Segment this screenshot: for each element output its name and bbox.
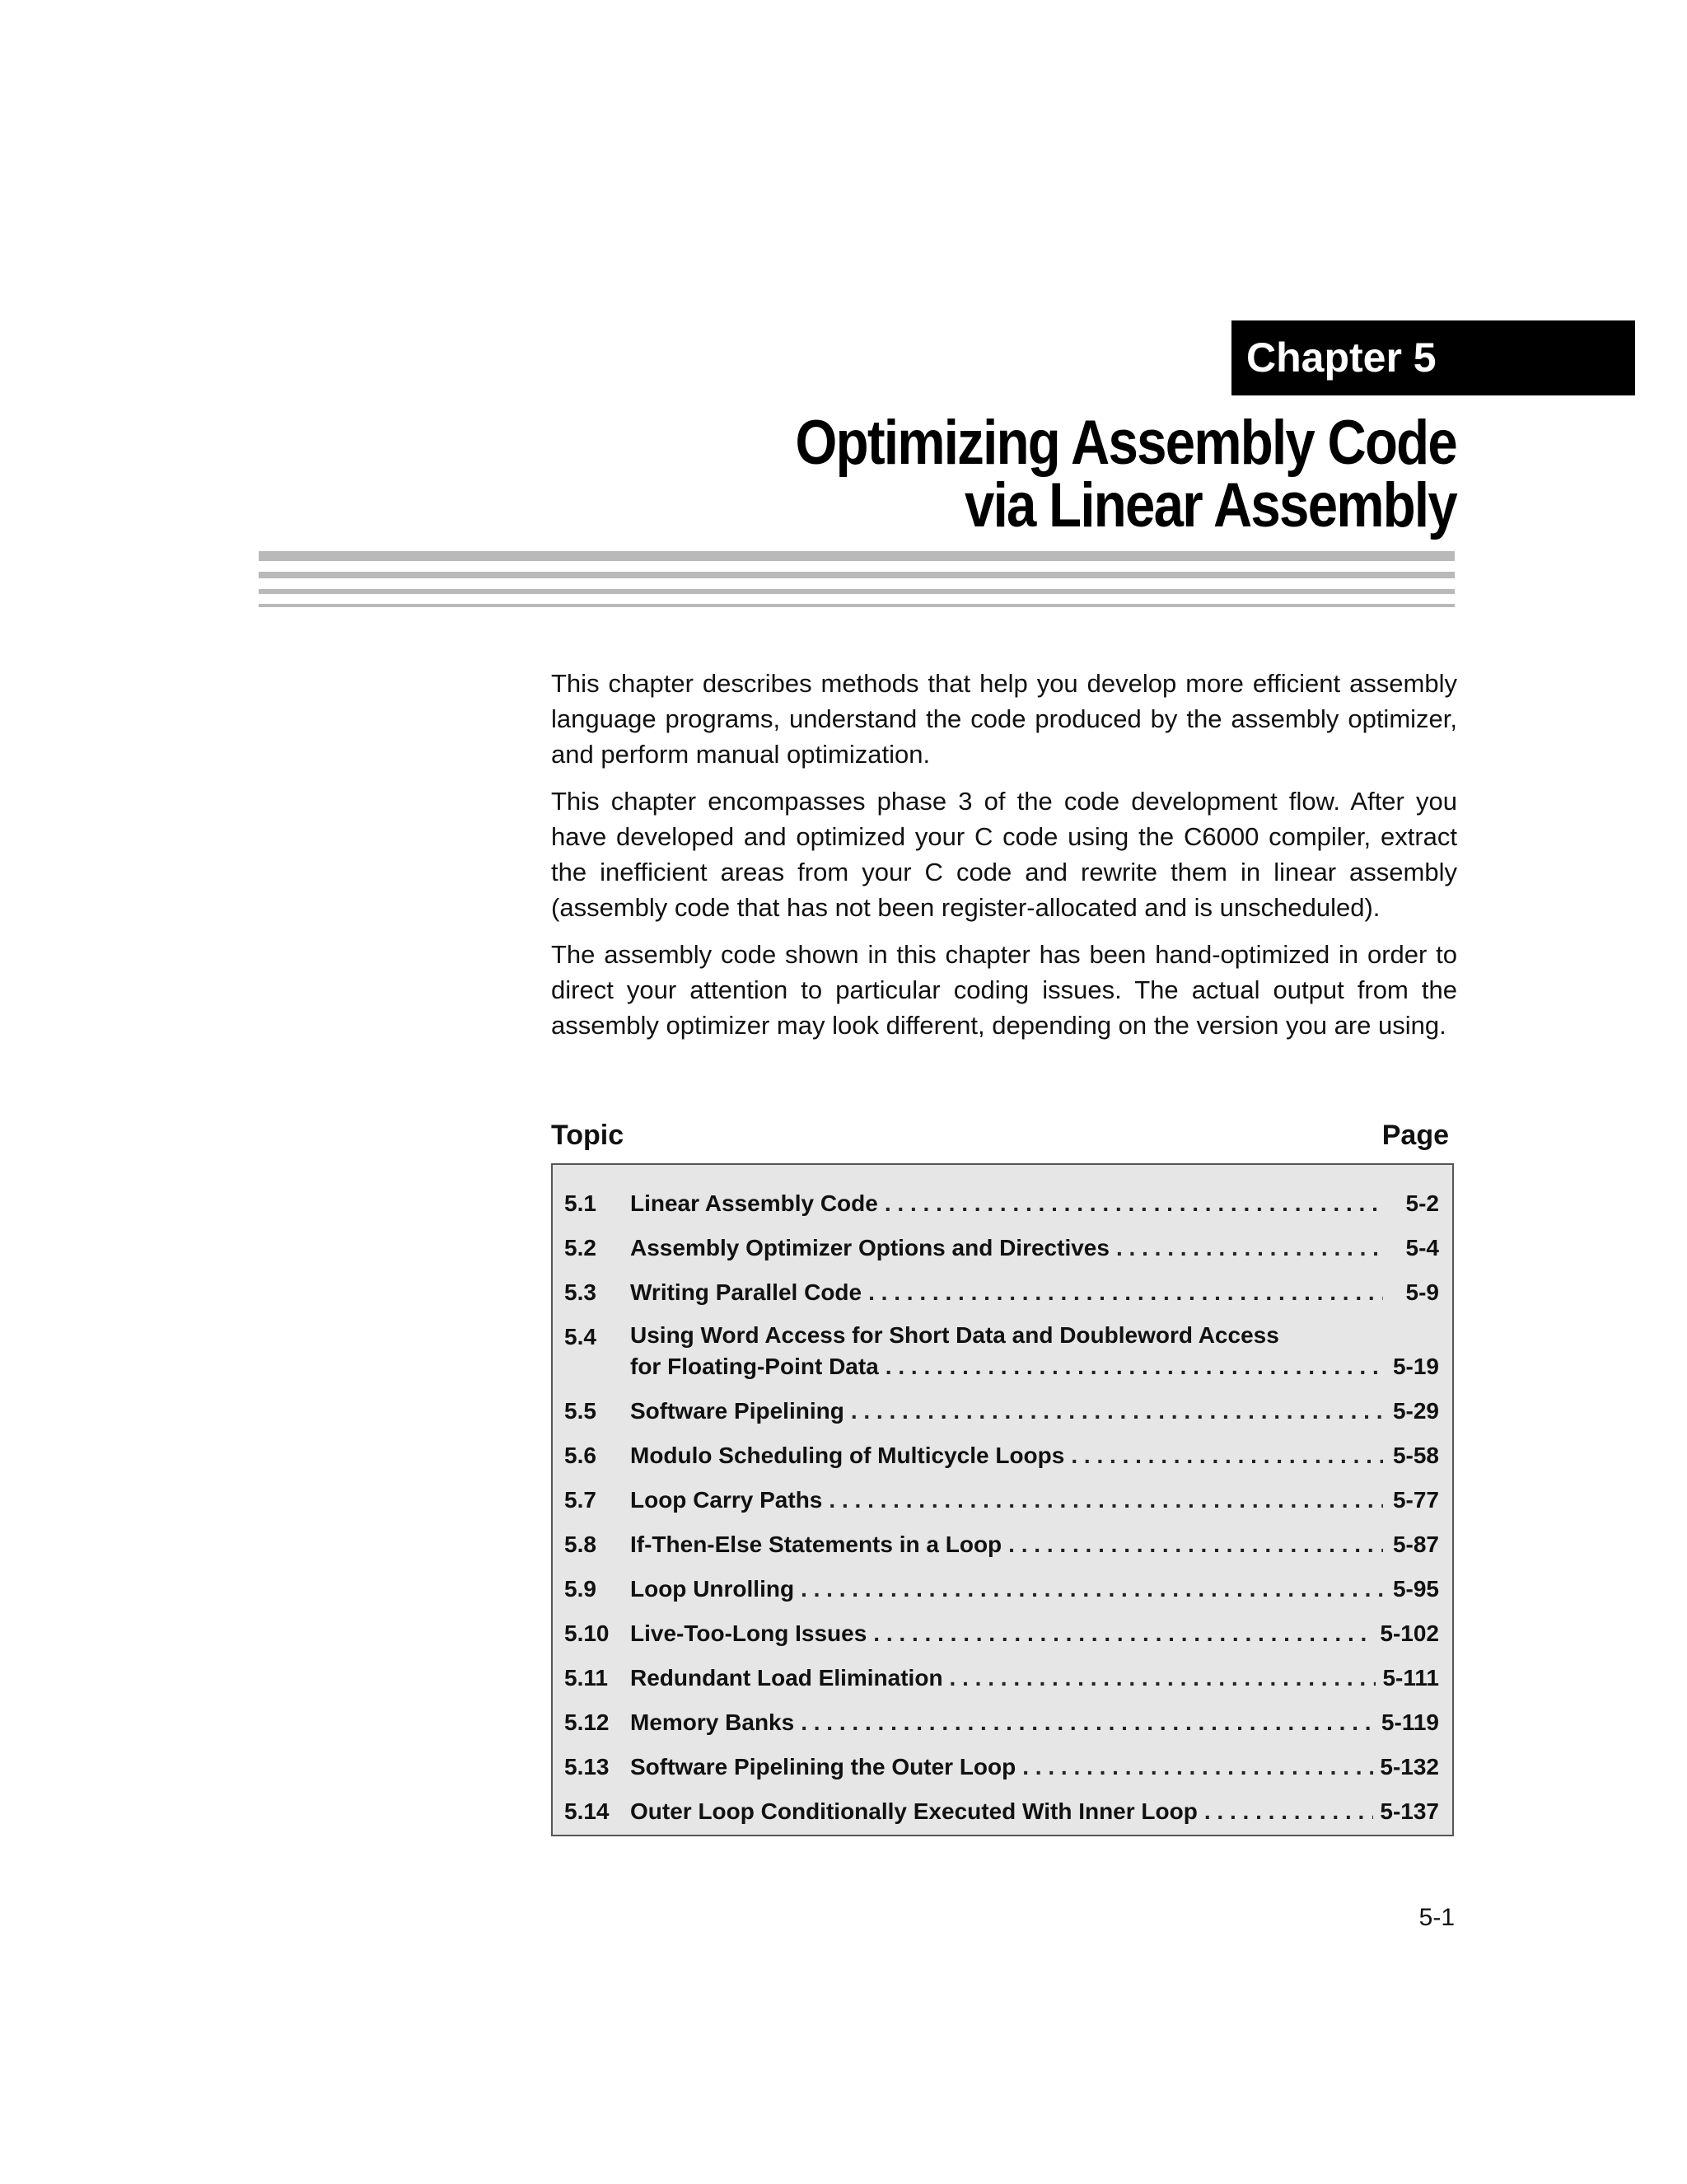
toc-entry-title: Linear Assembly Code: [630, 1190, 878, 1216]
toc-entry-page: 5-2: [1405, 1190, 1439, 1216]
toc-box: [551, 1163, 1454, 1836]
toc-entry-number: 5.1: [564, 1190, 596, 1216]
intro-paragraph-1: This chapter describes methods that help you develop more efficient assembly language programs, understand the code produced by the assembly optimizer, and perform manual optimization.: [551, 669, 1457, 769]
toc-entry[interactable]: [564, 1519, 1439, 1564]
chapter-title-line-1: Optimizing Assembly Code: [795, 408, 1456, 478]
toc-entry-number: 5.3: [564, 1279, 596, 1305]
toc-entry-number: 5.11: [564, 1665, 608, 1691]
toc-entry-number: 5.10: [564, 1620, 610, 1646]
toc-entry-page: 5-19: [1392, 1354, 1439, 1379]
toc-entry-number: 5.7: [564, 1487, 596, 1513]
toc-entry-page: 5-77: [1392, 1487, 1439, 1513]
toc-leader-dots: [950, 1663, 1376, 1694]
toc-entry[interactable]: [564, 1608, 1439, 1653]
toc-entry-page: 5-9: [1405, 1279, 1439, 1305]
toc-entry-title: Memory Banks: [630, 1709, 795, 1735]
toc-leader-dots: [1008, 1529, 1383, 1560]
toc-header: [551, 1117, 1449, 1153]
title-rule-2: [259, 572, 1455, 578]
toc-leader-dots: [1071, 1440, 1383, 1471]
toc-leader-dots: [851, 1396, 1383, 1427]
intro-paragraph-3: The assembly code shown in this chapter has been hand-optimized in order to direct your attention to particular coding issues. The actual output from the assembly optimizer may look different, depending on the version you are using.: [551, 940, 1457, 1040]
toc-entry-title-continued: for Floating-Point Data: [630, 1354, 879, 1379]
toc-entry-page: 5-87: [1392, 1532, 1439, 1557]
toc-topic-header: Topic: [551, 1120, 624, 1151]
toc-leader-dots: [801, 1574, 1383, 1605]
toc-entry-number: 5.8: [564, 1532, 596, 1557]
toc-entry-title: Loop Carry Paths: [630, 1487, 823, 1513]
toc-leader-dots: [886, 1351, 1383, 1382]
toc-entry-title: Modulo Scheduling of Multicycle Loops: [630, 1443, 1065, 1468]
toc-entry[interactable]: [564, 1386, 1439, 1430]
toc-entry[interactable]: [564, 1475, 1439, 1519]
toc-leader-dots: [829, 1485, 1383, 1516]
title-rule-4: [259, 604, 1455, 607]
toc-entry-title: Redundant Load Elimination: [630, 1665, 943, 1691]
toc-entry-title: Writing Parallel Code: [630, 1279, 862, 1305]
title-rule-3: [259, 589, 1455, 594]
toc-entry-title: Outer Loop Conditionally Executed With Inner Loop: [630, 1798, 1198, 1824]
toc-leader-dots: [885, 1188, 1383, 1219]
toc-entry-title: Software Pipelining: [630, 1398, 844, 1424]
toc-entry[interactable]: [564, 1312, 1439, 1386]
toc-entry-number: 5.2: [564, 1235, 596, 1260]
toc-entry[interactable]: [564, 1223, 1439, 1267]
toc-entry[interactable]: [564, 1786, 1439, 1831]
chapter-title-line-2: via Linear Assembly: [964, 470, 1456, 540]
toc-page-header: Page: [1381, 1120, 1449, 1151]
toc-entry-page: 5-102: [1380, 1620, 1439, 1646]
toc-entry[interactable]: [564, 1697, 1439, 1742]
toc-entry-title: If-Then-Else Statements in a Loop: [630, 1532, 1002, 1557]
toc-entry-number: 5.5: [564, 1398, 596, 1424]
toc-entry-number: 5.12: [564, 1709, 610, 1735]
toc-leader-dots: [801, 1707, 1375, 1738]
toc-entry-title: Loop Unrolling: [630, 1576, 795, 1602]
toc-entry-page: 5-137: [1380, 1798, 1439, 1824]
toc-entry[interactable]: [564, 1178, 1439, 1223]
toc-entry-number: 5.9: [564, 1576, 596, 1602]
toc-leader-dots: [868, 1277, 1383, 1308]
intro-paragraph-2: This chapter encompasses phase 3 of the code development flow. After you have developed and optimized your C code using the C6000 compiler, extract the inefficient areas from your C code and rewrite them in linear assembly (assembly code that has not been register-allocated and is unscheduled).: [551, 787, 1457, 922]
toc-leader-dots: [1116, 1232, 1383, 1264]
toc-entry-page: 5-4: [1405, 1235, 1439, 1260]
toc-entry-title: Using Word Access for Short Data and Doubleword Access: [630, 1322, 1279, 1348]
toc-entry-number: 5.14: [564, 1798, 610, 1824]
toc-leader-dots: [1204, 1796, 1374, 1827]
toc-entry-number: 5.4: [564, 1324, 596, 1349]
toc-entry-page: 5-111: [1382, 1665, 1439, 1691]
toc-leader-dots: [873, 1618, 1373, 1649]
intro-text: [551, 666, 1457, 1055]
toc-entry-page: 5-119: [1381, 1709, 1439, 1735]
toc-entry[interactable]: [564, 1267, 1439, 1312]
title-rule-1: [259, 551, 1455, 561]
toc-entry[interactable]: [564, 1653, 1439, 1697]
toc-leader-dots: [1022, 1751, 1373, 1783]
toc-entry[interactable]: [564, 1742, 1439, 1786]
chapter-label: Chapter 5: [1231, 320, 1635, 395]
toc-entry-page: 5-58: [1392, 1443, 1439, 1468]
toc-entry[interactable]: [564, 1564, 1439, 1608]
toc-entry-page: 5-132: [1380, 1754, 1439, 1779]
toc-entry-title: Live-Too-Long Issues: [630, 1620, 867, 1646]
toc-entry-page: 5-95: [1392, 1576, 1439, 1602]
toc-entry-number: 5.6: [564, 1443, 596, 1468]
page-number: 5-1: [1418, 1904, 1455, 1931]
toc-entry-title: Assembly Optimizer Options and Directives: [630, 1235, 1110, 1260]
toc-entry-page: 5-29: [1392, 1398, 1439, 1424]
toc-entry-title: Software Pipelining the Outer Loop: [630, 1754, 1016, 1779]
toc-entry-number: 5.13: [564, 1754, 610, 1779]
toc-entry[interactable]: [564, 1430, 1439, 1475]
chapter-title: [677, 408, 1456, 540]
